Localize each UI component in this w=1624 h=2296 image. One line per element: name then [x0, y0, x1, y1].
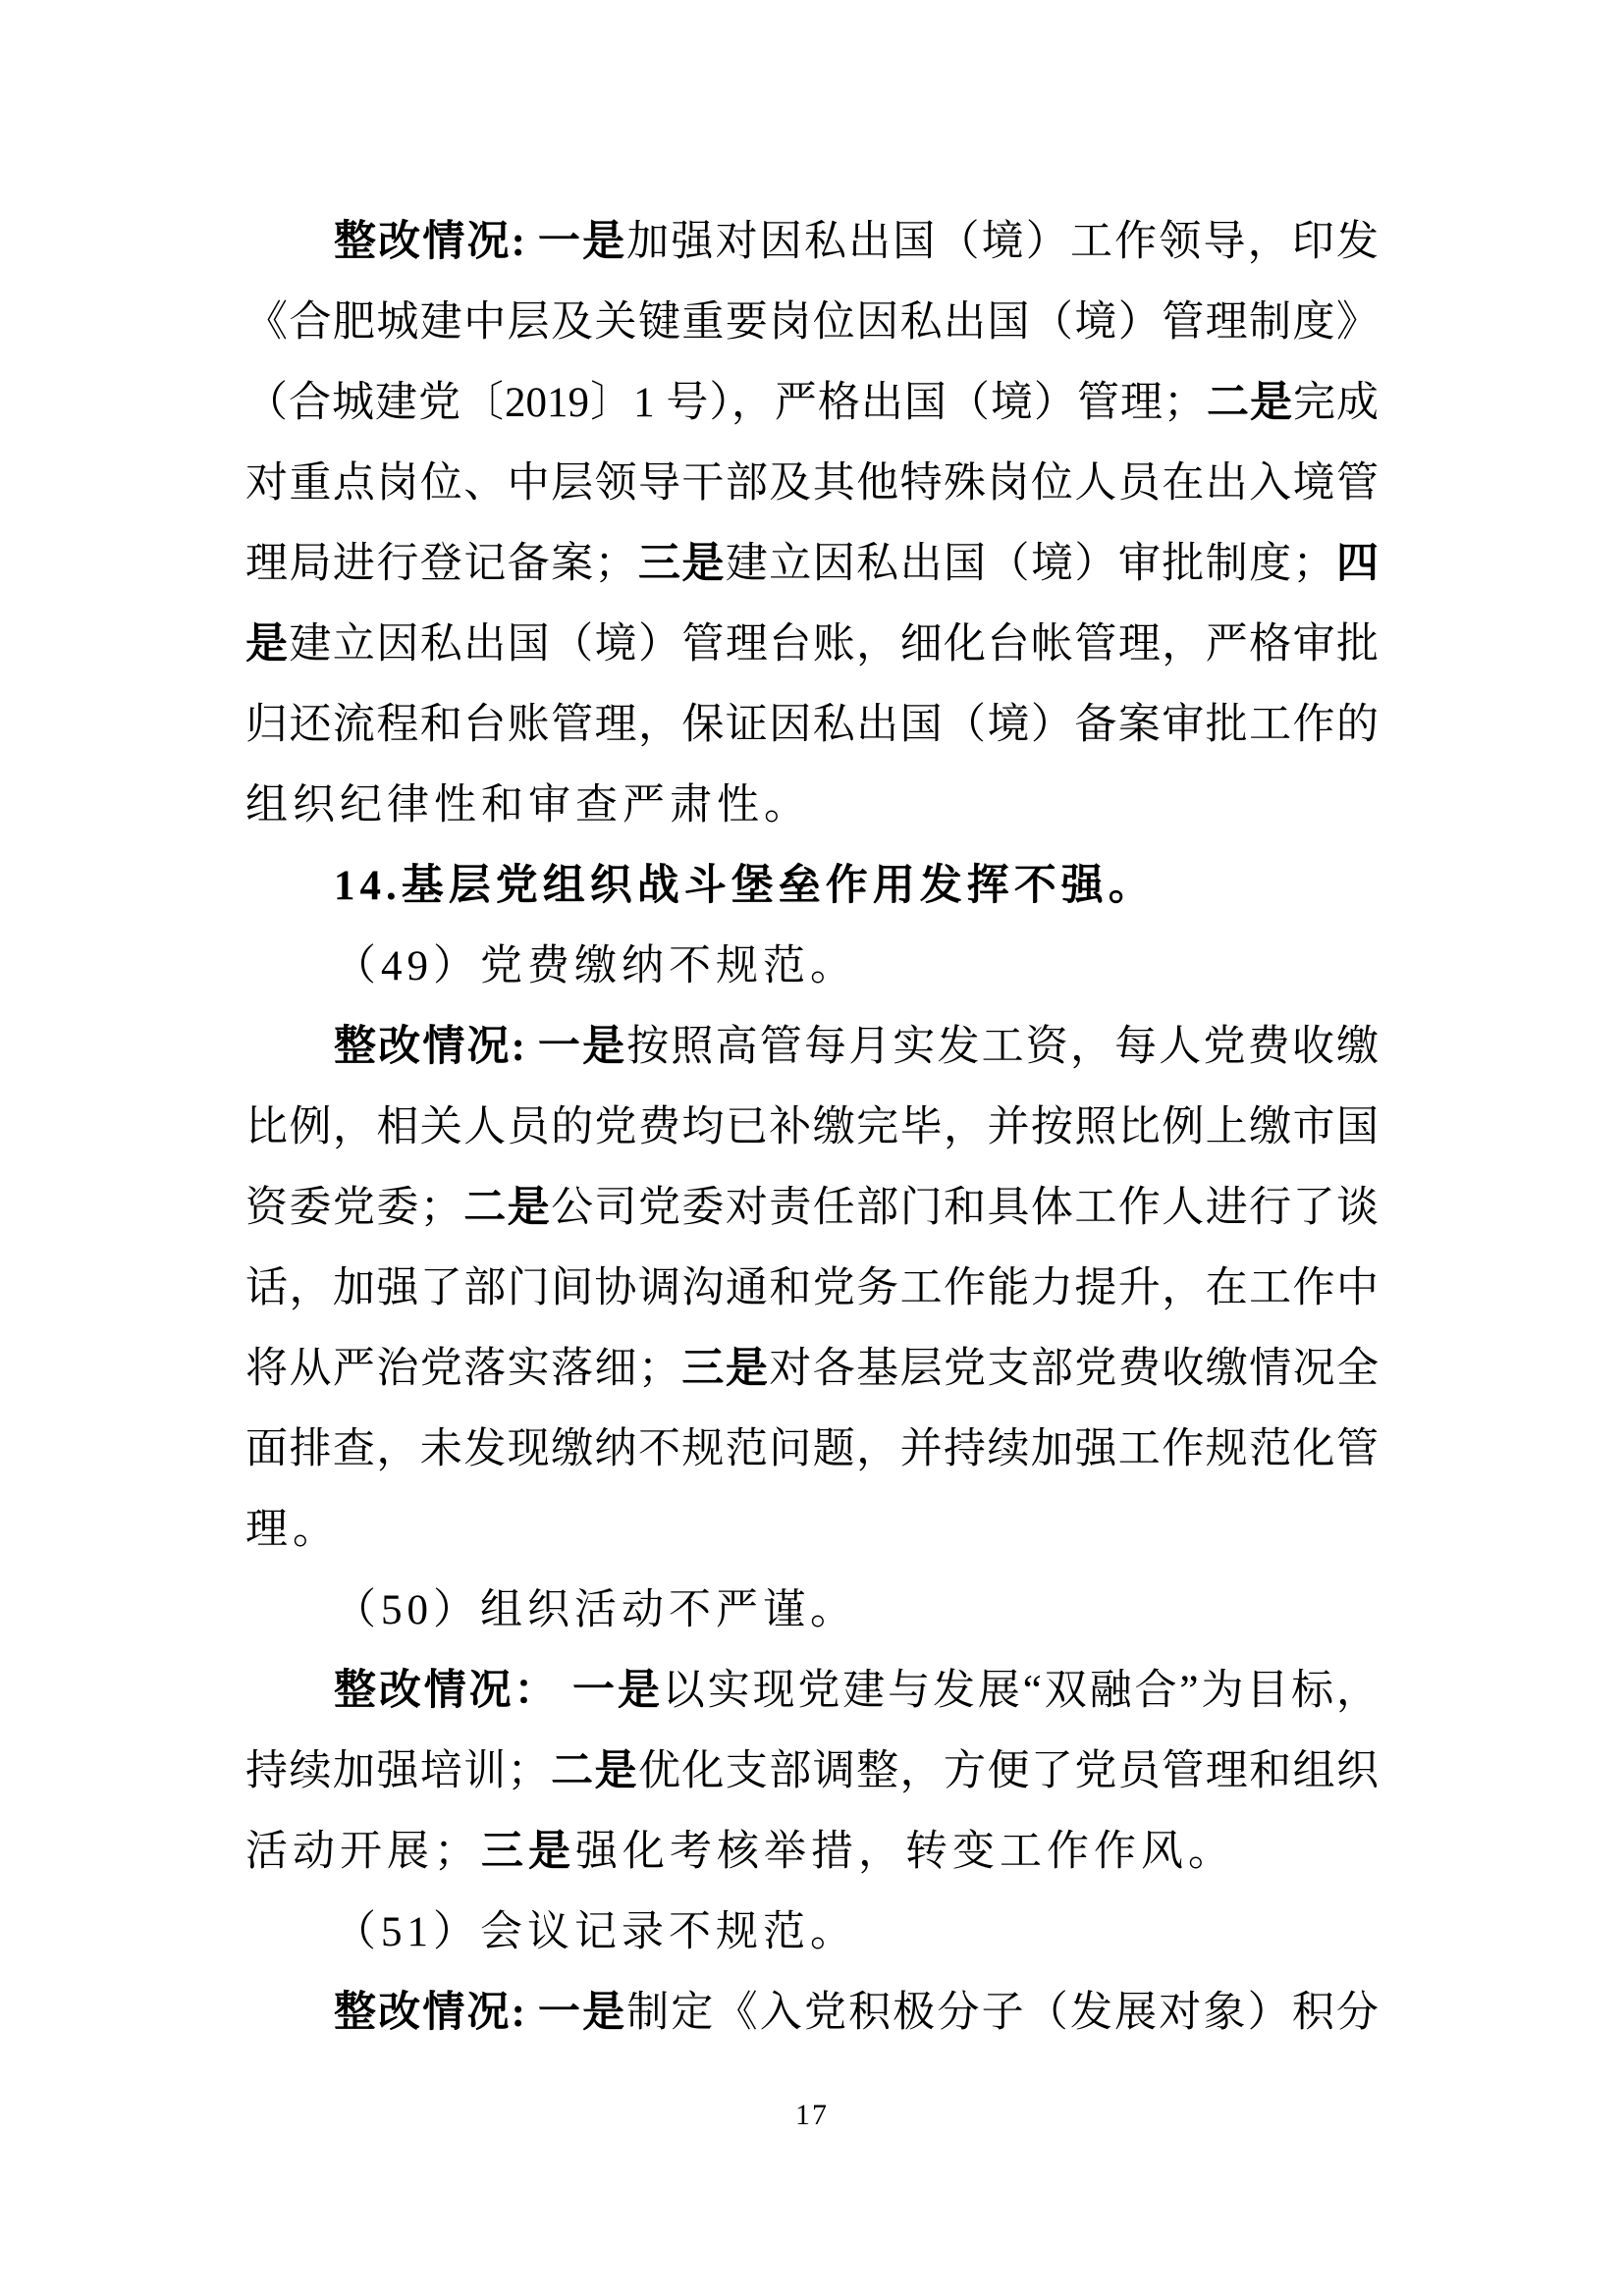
text-line [245, 524, 1379, 605]
text-line [245, 1249, 1379, 1329]
text-line [245, 202, 1379, 283]
text-line [245, 1007, 1379, 1088]
text-line [245, 1329, 1379, 1410]
text-segment: 建立因私出国（境）审批制度； [725, 541, 1335, 587]
text-segment: 理局进行登记备案； [245, 541, 637, 587]
page-number: 17 [795, 2099, 829, 2131]
text-segment: （49）党费缴纳不规范。 [334, 943, 857, 989]
emphasis-segment: 整改情况： 一是 [334, 1668, 663, 1714]
text-segment: 面排查，未发现缴纳不规范问题，并持续加强工作规范化管 [245, 1426, 1379, 1472]
emphasis-segment: 四 [1334, 541, 1379, 587]
text-line [245, 1410, 1379, 1490]
text-line [245, 1973, 1379, 2054]
document-body [245, 202, 1379, 2054]
text-segment: 活动开展； [245, 1829, 481, 1875]
text-segment: （合城建党〔2019〕1 号），严格出国（境）管理； [245, 380, 1206, 426]
text-segment: （51）会议记录不规范。 [334, 1909, 857, 1955]
emphasis-segment: 三是 [679, 1346, 770, 1392]
text-line [245, 605, 1379, 685]
text-line [245, 444, 1379, 524]
emphasis-segment: 整改情况: 一是 [334, 1990, 627, 2036]
text-segment: 理。 [245, 1507, 340, 1553]
text-segment: 加强对因私出国（境）工作领导，印发 [626, 219, 1379, 265]
text-segment: 按照高管每月实发工资，每人党费收缴 [626, 1024, 1379, 1070]
emphasis-segment: 二是 [461, 1185, 552, 1231]
text-segment: 制定《入党积极分子（发展对象）积分 [626, 1990, 1379, 2036]
text-line [245, 1168, 1379, 1249]
text-line [245, 1571, 1379, 1651]
text-line [245, 1732, 1379, 1812]
text-segment: 组织纪律性和审查严肃性。 [245, 782, 811, 828]
emphasis-segment: 二是 [549, 1748, 638, 1794]
text-segment: 建立因私出国（境）管理台账，细化台帐管理，严格审批 [289, 621, 1379, 667]
text-line [245, 766, 1379, 846]
text-segment: 优化支部调整，方便了党员管理和组织 [637, 1748, 1379, 1794]
emphasis-segment: 14.基层党组织战斗堡垒作用发挥不强。 [334, 863, 1156, 909]
text-line [245, 1651, 1379, 1732]
text-line [245, 685, 1379, 766]
text-segment: 比例，相关人员的党费均已补缴完毕，并按照比例上缴市国 [245, 1104, 1379, 1150]
text-line [245, 1088, 1379, 1168]
text-segment: 归还流程和台账管理，保证因私出国（境）备案审批工作的 [245, 702, 1379, 748]
text-segment: 以实现党建与发展“双融合”为目标， [662, 1668, 1379, 1714]
emphasis-segment: 三是 [636, 541, 726, 587]
emphasis-segment: 是 [245, 621, 290, 667]
text-line [245, 1490, 1379, 1571]
text-segment: 《合肥城建中层及关键重要岗位因私出国（境）管理制度》 [245, 299, 1379, 346]
text-segment: 对各基层党支部党费收缴情况全 [769, 1346, 1379, 1392]
emphasis-segment: 整改情况: 一是 [334, 1024, 627, 1070]
text-segment: 强化考核举措，转变工作作风。 [575, 1829, 1235, 1875]
text-line [245, 846, 1379, 927]
text-line [245, 283, 1379, 363]
text-line [245, 1893, 1379, 1973]
text-line [245, 1812, 1379, 1893]
text-segment: 将从严治党落实落细； [245, 1346, 680, 1392]
text-segment: 对重点岗位、中层领导干部及其他特殊岗位人员在出入境管 [245, 460, 1379, 507]
text-segment: （50）组织活动不严谨。 [334, 1587, 857, 1633]
text-segment: 资委党委； [245, 1185, 462, 1231]
text-line [245, 927, 1379, 1007]
text-segment: 完成 [1293, 380, 1379, 426]
emphasis-segment: 整改情况: 一是 [334, 219, 627, 265]
text-segment: 持续加强培训； [245, 1748, 550, 1794]
emphasis-segment: 二是 [1205, 380, 1293, 426]
text-line [245, 363, 1379, 444]
emphasis-segment: 三是 [481, 1829, 575, 1875]
text-segment: 话，加强了部门间协调沟通和党务工作能力提升，在工作中 [245, 1265, 1379, 1311]
text-segment: 公司党委对责任部门和具体工作人进行了谈 [551, 1185, 1379, 1231]
